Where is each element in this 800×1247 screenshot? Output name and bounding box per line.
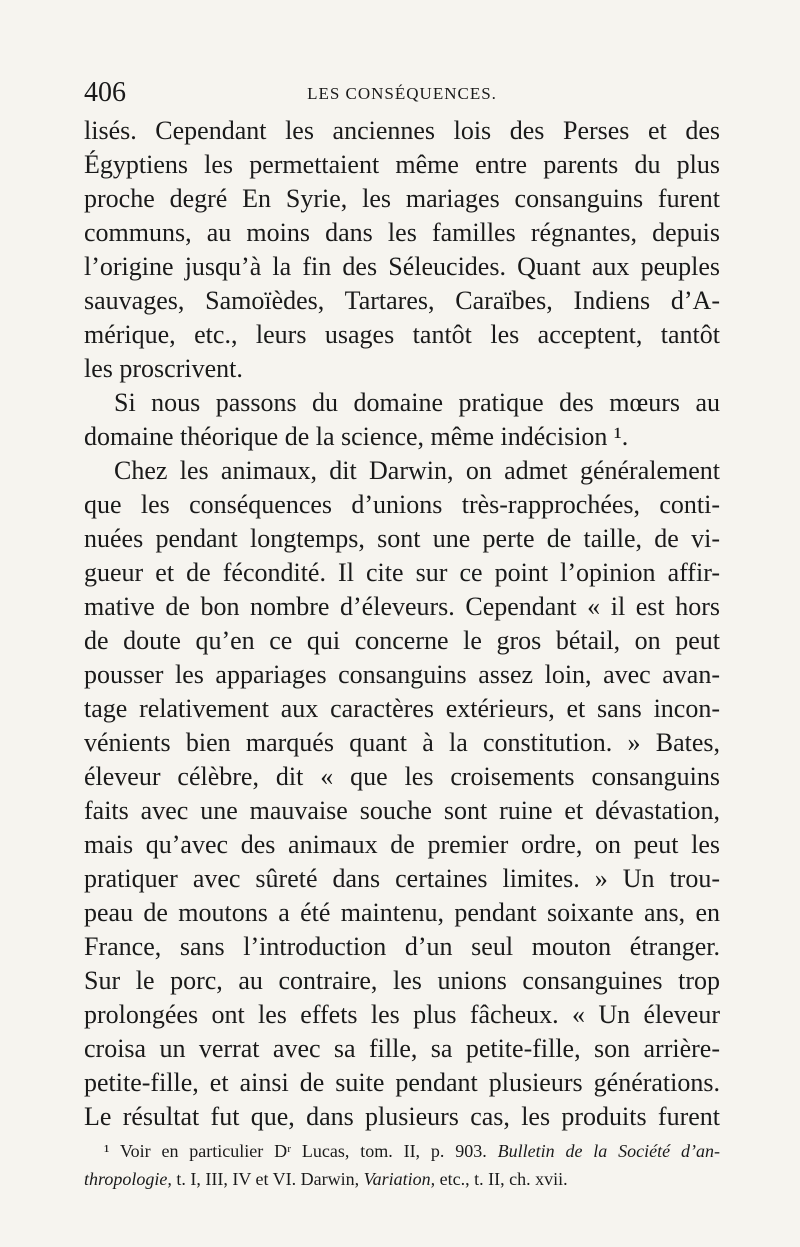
text-line: Égyptiens les permettaient même entre parents du plus	[84, 150, 720, 179]
text-line: Si nous passons du domaine pratique des mœurs au	[114, 388, 720, 417]
text-line: l’origine jusqu’à la fin des Séleucides. Quant aux peuples	[84, 252, 720, 281]
footnote-line	[84, 1137, 720, 1165]
body-text	[84, 114, 720, 1134]
text-line: éleveur célèbre, dit « que les croisements consanguins	[84, 762, 720, 791]
text-line: de doute qu’en ce qui concerne le gros bétail, on peut	[84, 626, 720, 655]
footnote-journal-title-cont: thropologie,	[84, 1169, 172, 1189]
page-number: 406	[84, 77, 126, 108]
text-line: mérique, etc., leurs usages tantôt les acceptent, tantôt	[84, 320, 720, 349]
text-line: peau de moutons a été maintenu, pendant soixante ans, en	[84, 898, 720, 927]
text-line: pousser les appariages consanguins assez loin, avec avan-	[84, 660, 720, 689]
page-header	[84, 76, 720, 110]
text-line: lisés. Cependant les anciennes lois des Perses et des	[84, 116, 720, 145]
text-line: Sur le porc, au contraire, les unions consanguines trop	[84, 966, 720, 995]
text-line: Le résultat fut que, dans plusieurs cas, les produits furent	[84, 1102, 720, 1131]
text-line: mative de bon nombre d’éleveurs. Cependant « il est hors	[84, 592, 720, 621]
text-line: tage relativement aux caractères extérieurs, et sans incon-	[84, 694, 720, 723]
text-line: France, sans l’introduction d’un seul mouton étranger.	[84, 932, 720, 961]
text-line: communs, au moins dans les familles régnantes, depuis	[84, 218, 720, 247]
footnote-line	[84, 1165, 720, 1193]
text-line: proche degré En Syrie, les mariages consanguins furent	[84, 184, 720, 213]
footnote	[84, 1137, 720, 1193]
footnote-marker: ¹	[104, 1141, 110, 1161]
footnote-text: Voir en particulier Dʳ Lucas, tom. II, p. 903.	[119, 1141, 498, 1161]
footnote-text: etc., t. II, ch. xvii.	[435, 1169, 568, 1189]
footnote-journal-title: Bulletin de la Société d’an-	[497, 1141, 720, 1161]
text-line: mais qu’avec des animaux de premier ordre, on peut les	[84, 830, 720, 859]
text-line: pratiquer avec sûreté dans certaines limites. » Un trou-	[84, 864, 720, 893]
text-line: Chez les animaux, dit Darwin, on admet généralement	[114, 456, 720, 485]
text-line: croisa un verrat avec sa fille, sa petite-fille, son arrière-	[84, 1034, 720, 1063]
text-line: prolongées ont les effets les plus fâcheux. « Un éleveur	[84, 1000, 720, 1029]
text-line: gueur et de fécondité. Il cite sur ce point l’opinion affir-	[84, 558, 720, 587]
text-line: domaine théorique de la science, même indécision ¹.	[84, 422, 629, 451]
text-line: faits avec une mauvaise souche sont ruine et dévastation,	[84, 796, 720, 825]
text-line: vénients bien marqués quant à la constitution. » Bates,	[84, 728, 720, 757]
text-line: nuées pendant longtemps, sont une perte de taille, de vi-	[84, 524, 720, 553]
footnote-text: t. I, III, IV et VI. Darwin,	[171, 1169, 364, 1189]
text-line: petite-fille, et ainsi de suite pendant plusieurs générations.	[84, 1068, 720, 1097]
footnote-work-title: Variation,	[363, 1169, 436, 1189]
text-line: que les conséquences d’unions très-rapprochées, conti-	[84, 490, 720, 519]
text-line: les proscrivent.	[84, 354, 243, 383]
running-head: LES CONSÉQUENCES.	[307, 84, 497, 103]
text-line: sauvages, Samoïèdes, Tartares, Caraïbes, Indiens d’A-	[84, 286, 720, 315]
